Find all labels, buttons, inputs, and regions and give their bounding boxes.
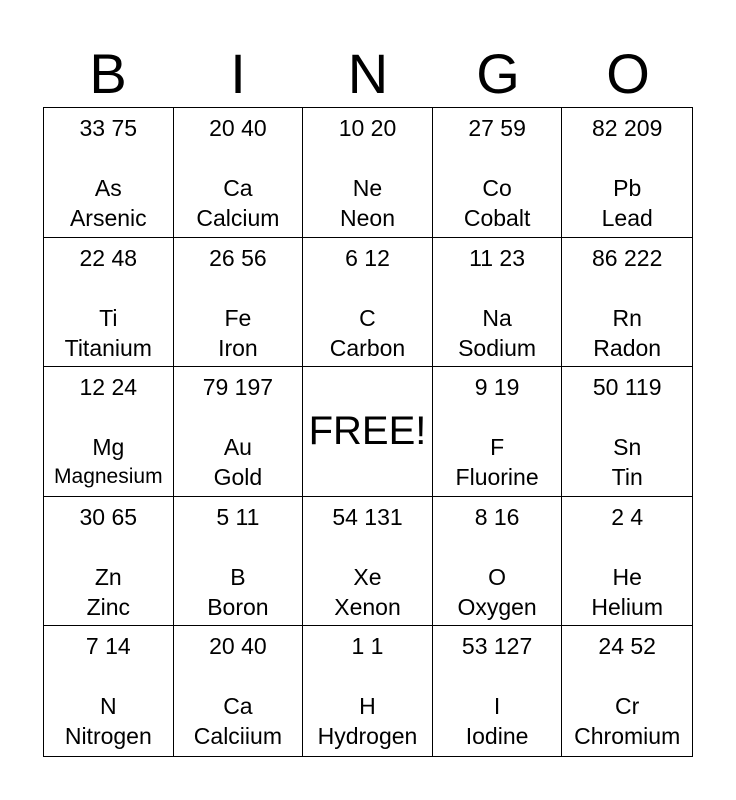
element-name: Nitrogen: [64, 723, 152, 750]
element-symbol: Sn: [613, 434, 642, 461]
element-name: Lead: [601, 205, 653, 231]
free-space-label: FREE!: [308, 409, 427, 454]
bingo-cell-b-2[interactable]: [44, 238, 174, 368]
atomic-numbers: 53 127: [461, 633, 533, 660]
atomic-numbers: 79 197: [202, 374, 274, 401]
atomic-numbers: 26 56: [209, 244, 267, 271]
bingo-cell-o-5[interactable]: [562, 626, 692, 756]
element-symbol: H: [359, 693, 376, 720]
element-name: Hydrogen: [317, 723, 418, 750]
element-name: Iodine: [465, 723, 529, 750]
element-name: Gold: [213, 464, 263, 491]
element-symbol: Ti: [99, 304, 118, 331]
element-symbol: Ca: [223, 693, 253, 720]
element-name: Oxygen: [457, 593, 537, 620]
atomic-numbers: 5 11: [216, 503, 260, 530]
element-name: Boron: [207, 593, 269, 620]
element-symbol: Zn: [94, 563, 122, 590]
bingo-cell-o-3[interactable]: [562, 367, 692, 497]
atomic-numbers: 86 222: [592, 244, 663, 271]
element-name: Xenon: [334, 593, 401, 620]
element-symbol: C: [359, 304, 376, 331]
bingo-cell-g-4[interactable]: [433, 497, 563, 627]
atomic-numbers: 6 12: [345, 244, 390, 271]
element-name: Calcium: [196, 205, 280, 231]
bingo-cell-g-3[interactable]: [433, 367, 563, 497]
element-symbol: Rn: [612, 304, 642, 331]
free-space-cell[interactable]: [303, 367, 433, 497]
bingo-cell-o-2[interactable]: [562, 238, 692, 368]
atomic-numbers: 20 40: [209, 633, 267, 660]
element-symbol: O: [488, 563, 507, 590]
atomic-numbers: 22 48: [79, 244, 138, 271]
element-name: Arsenic: [69, 205, 147, 231]
bingo-cell-g-5[interactable]: [433, 626, 563, 756]
atomic-numbers: 12 24: [79, 374, 138, 401]
bingo-cell-i-2[interactable]: [174, 238, 304, 368]
bingo-cell-n-1[interactable]: [303, 108, 433, 238]
element-name: Tin: [611, 464, 643, 491]
atomic-numbers: 7 14: [85, 633, 131, 660]
element-symbol: N: [99, 693, 117, 720]
atomic-numbers: 82 209: [592, 115, 663, 141]
element-name: Cobalt: [463, 205, 531, 231]
bingo-cell-b-1[interactable]: [44, 108, 174, 238]
element-symbol: As: [94, 175, 122, 201]
element-name: Neon: [340, 205, 395, 231]
bingo-cell-i-4[interactable]: [174, 497, 304, 627]
bingo-cell-n-4[interactable]: [303, 497, 433, 627]
element-name: Carbon: [329, 334, 406, 361]
element-name: Zinc: [86, 593, 131, 620]
element-name: Calciium: [193, 723, 282, 750]
atomic-numbers: 8 16: [474, 503, 520, 530]
header-letter-o: O: [606, 42, 650, 105]
bingo-cell-o-1[interactable]: [562, 108, 692, 238]
bingo-cell-o-4[interactable]: [562, 497, 692, 627]
element-symbol: He: [612, 563, 642, 590]
header-letter-i: I: [230, 42, 246, 105]
atomic-numbers: 24 52: [598, 633, 656, 660]
element-symbol: Xe: [353, 563, 382, 590]
element-name: Radon: [593, 334, 662, 361]
element-symbol: Au: [223, 434, 252, 461]
element-name: Sodium: [458, 334, 537, 361]
header-letter-b: B: [89, 42, 127, 105]
header-letter-g: G: [476, 42, 520, 105]
element-name: Fluorine: [455, 464, 539, 491]
element-symbol: Cr: [615, 693, 640, 720]
element-symbol: B: [230, 563, 246, 590]
bingo-card-grid: [43, 107, 693, 757]
element-name: Chromium: [574, 723, 681, 750]
element-name: Titanium: [64, 334, 152, 361]
bingo-cell-n-2[interactable]: [303, 238, 433, 368]
atomic-numbers: 54 131: [332, 503, 403, 530]
element-symbol: Ca: [223, 175, 253, 201]
atomic-numbers: 33 75: [79, 115, 138, 141]
atomic-numbers: 1 1: [351, 633, 384, 660]
element-name: Magnesium: [54, 465, 163, 489]
bingo-cell-g-1[interactable]: [433, 108, 563, 238]
atomic-numbers: 27 59: [468, 115, 526, 141]
bingo-cell-n-5[interactable]: [303, 626, 433, 756]
element-symbol: Fe: [224, 304, 252, 331]
atomic-numbers: 50 119: [592, 374, 662, 401]
element-symbol: Co: [482, 175, 512, 201]
bingo-cell-i-3[interactable]: [174, 367, 304, 497]
bingo-cell-g-2[interactable]: [433, 238, 563, 368]
element-name: Helium: [591, 593, 663, 620]
bingo-cell-b-5[interactable]: [44, 626, 174, 756]
bingo-cell-i-1[interactable]: [174, 108, 304, 238]
element-symbol: Pb: [613, 175, 642, 201]
atomic-numbers: 9 19: [474, 374, 520, 401]
element-symbol: Mg: [92, 434, 125, 461]
element-name: Iron: [218, 334, 258, 361]
bingo-cell-b-3[interactable]: [44, 367, 174, 497]
bingo-cell-i-5[interactable]: [174, 626, 304, 756]
atomic-numbers: 2 4: [611, 503, 644, 530]
header-letter-n: N: [347, 42, 389, 105]
atomic-numbers: 11 23: [469, 244, 526, 271]
element-symbol: Na: [482, 304, 512, 331]
bingo-header: [43, 40, 693, 108]
atomic-numbers: 20 40: [209, 115, 267, 141]
atomic-numbers: 10 20: [338, 115, 397, 141]
element-symbol: Ne: [352, 175, 383, 201]
bingo-cell-b-4[interactable]: [44, 497, 174, 627]
element-symbol: F: [490, 434, 505, 461]
element-symbol: I: [493, 693, 501, 720]
atomic-numbers: 30 65: [79, 503, 138, 530]
